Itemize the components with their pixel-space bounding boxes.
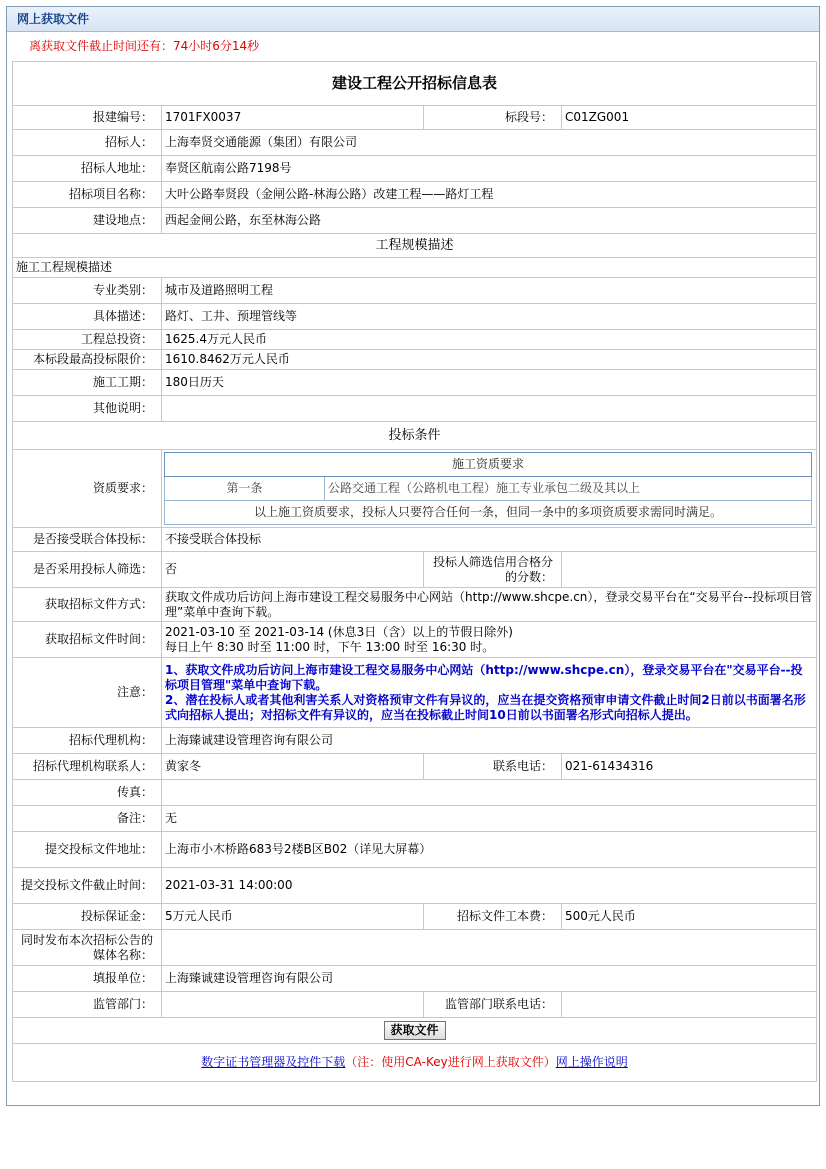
consortium-value: 不接受联合体投标 xyxy=(162,528,817,552)
notice-item-1: 1、获取文件成功后访问上海市建设工程交易服务中心网站（http://www.shcpe.cn），登录交易平台在"交易平台--投标项目管理"菜单中查询下载。 xyxy=(165,662,803,692)
qualification-label: 资质要求： xyxy=(13,450,162,528)
get-file-button[interactable]: 获取文件 xyxy=(384,1021,446,1040)
fax-label: 传真： xyxy=(13,780,162,806)
tenderer-value: 上海奉贤交通能源（集团）有限公司 xyxy=(162,130,817,156)
retrieval-method-label: 获取招标文件方式： xyxy=(13,588,162,622)
duration-label: 施工工期： xyxy=(13,370,162,396)
retrieval-time-label: 获取招标文件时间： xyxy=(13,622,162,658)
agency-label: 招标代理机构： xyxy=(13,728,162,754)
credit-score-value xyxy=(562,552,817,588)
filler-label: 填报单位： xyxy=(13,966,162,992)
tenderer-label: 招标人： xyxy=(13,130,162,156)
supervisor-phone-label: 监管部门联系电话： xyxy=(424,992,562,1018)
qualification-cell xyxy=(162,450,817,528)
qualification-table xyxy=(164,452,812,525)
agency-contact-value: 黄家冬 xyxy=(162,754,424,780)
media-value xyxy=(162,930,817,966)
retrieval-time-hours: 每日上午 8:30 时至 11:00 时，下午 13:00 时至 16:30 时。 xyxy=(165,639,495,654)
category-label: 专业类别： xyxy=(13,278,162,304)
notice-value xyxy=(162,658,817,728)
other-notes-label: 其他说明： xyxy=(13,396,162,422)
document-fee-label: 招标文件工本费： xyxy=(424,904,562,930)
bid-bond-value: 5万元人民币 xyxy=(162,904,424,930)
qualification-header: 施工资质要求 xyxy=(165,453,812,477)
description-value: 路灯、工井、预埋管线等 xyxy=(162,304,817,330)
scale-section-title: 工程规模描述 xyxy=(13,234,817,258)
site-value: 西起金闸公路，东至林海公路 xyxy=(162,208,817,234)
other-notes-value xyxy=(162,396,817,422)
agency-contact-label: 招标代理机构联系人： xyxy=(13,754,162,780)
duration-value: 180日历天 xyxy=(162,370,817,396)
category-value: 城市及道路照明工程 xyxy=(162,278,817,304)
site-label: 建设地点： xyxy=(13,208,162,234)
max-price-label: 本标段最高投标限价： xyxy=(13,350,162,370)
form-title: 建设工程公开招标信息表 xyxy=(13,62,817,106)
section-no-label: 标段号： xyxy=(424,106,562,130)
phone-value: 021-61434316 xyxy=(562,754,817,780)
retrieval-time-dates: 2021-03-10 至 2021-03-14 (休息3日（含）以上的节假日除外) xyxy=(165,624,513,639)
tenderer-address-value: 奉贤区航南公路7198号 xyxy=(162,156,817,182)
report-no-label: 报建编号： xyxy=(13,106,162,130)
tender-info-table xyxy=(12,61,817,1082)
qualification-item-number: 第一条 xyxy=(165,477,325,501)
countdown-timer: 离获取文件截止时间还有：74小时6分14秒 xyxy=(29,39,260,53)
max-price-value: 1610.8462万元人民币 xyxy=(162,350,817,370)
filler-value: 上海臻诚建设管理咨询有限公司 xyxy=(162,966,817,992)
submit-deadline-value: 2021-03-31 14:00:00 xyxy=(162,868,817,904)
notice-label: 注意： xyxy=(13,658,162,728)
operation-guide-link[interactable]: 网上操作说明 xyxy=(555,1055,628,1069)
notice-item-2: 2、潜在投标人或者其他利害关系人对资格预审文件有异议的，应当在提交资格预审申请文件截止时间2日前以书面署名形式向招标人提出；对招标文件有异议的，应当在投标截止时间10日前以书面署名形式向招标人提出。 xyxy=(165,692,806,722)
cert-download-link[interactable]: 数字证书管理器及控件下载 xyxy=(201,1055,346,1069)
description-label: 具体描述： xyxy=(13,304,162,330)
ca-key-note: （注：使用CA-Key进行网上获取文件） xyxy=(345,1055,556,1069)
investment-value: 1625.4万元人民币 xyxy=(162,330,817,350)
credit-score-label: 投标人筛选信用合格分的分数： xyxy=(424,552,562,588)
project-name-value: 大叶公路奉贤段（金闸公路-林海公路）改建工程——路灯工程 xyxy=(162,182,817,208)
supervisor-phone-value xyxy=(562,992,817,1018)
project-name-label: 招标项目名称： xyxy=(13,182,162,208)
screening-value: 否 xyxy=(162,552,424,588)
scale-subsection-title: 施工工程规模描述 xyxy=(13,258,817,278)
agency-value: 上海臻诚建设管理咨询有限公司 xyxy=(162,728,817,754)
submit-deadline-label: 提交投标文件截止时间： xyxy=(13,868,162,904)
conditions-section-title: 投标条件 xyxy=(13,422,817,450)
phone-label: 联系电话： xyxy=(424,754,562,780)
qualification-item-text: 公路交通工程（公路机电工程）施工专业承包二级及其以上 xyxy=(325,477,812,501)
bid-bond-label: 投标保证金： xyxy=(13,904,162,930)
submit-address-value: 上海市小木桥路683号2楼B区B02（详见大屏幕） xyxy=(162,832,817,868)
panel-title: 网上获取文件 xyxy=(7,7,819,32)
document-fee-value: 500元人民币 xyxy=(562,904,817,930)
fax-value xyxy=(162,780,817,806)
retrieval-method-value: 获取文件成功后访问上海市建设工程交易服务中心网站（http://www.shcpe.cn），登录交易平台在“交易平台--投标项目管理”菜单中查询下载。 xyxy=(162,588,817,622)
media-label: 同时发布本次招标公告的媒体名称： xyxy=(13,930,162,966)
consortium-label: 是否接受联合体投标： xyxy=(13,528,162,552)
retrieval-time-value xyxy=(162,622,817,658)
supervisor-label: 监管部门： xyxy=(13,992,162,1018)
investment-label: 工程总投资： xyxy=(13,330,162,350)
remark-value: 无 xyxy=(162,806,817,832)
screening-label: 是否采用投标人筛选： xyxy=(13,552,162,588)
remark-label: 备注： xyxy=(13,806,162,832)
links-row xyxy=(13,1044,817,1082)
supervisor-value xyxy=(162,992,424,1018)
report-no-value: 1701FX0037 xyxy=(162,106,424,130)
qualification-footer: 以上施工资质要求，投标人只要符合任何一条，但同一条中的多项资质要求需同时满足。 xyxy=(165,501,812,525)
submit-address-label: 提交投标文件地址： xyxy=(13,832,162,868)
action-row xyxy=(13,1018,817,1044)
tenderer-address-label: 招标人地址： xyxy=(13,156,162,182)
section-no-value: C01ZG001 xyxy=(562,106,817,130)
